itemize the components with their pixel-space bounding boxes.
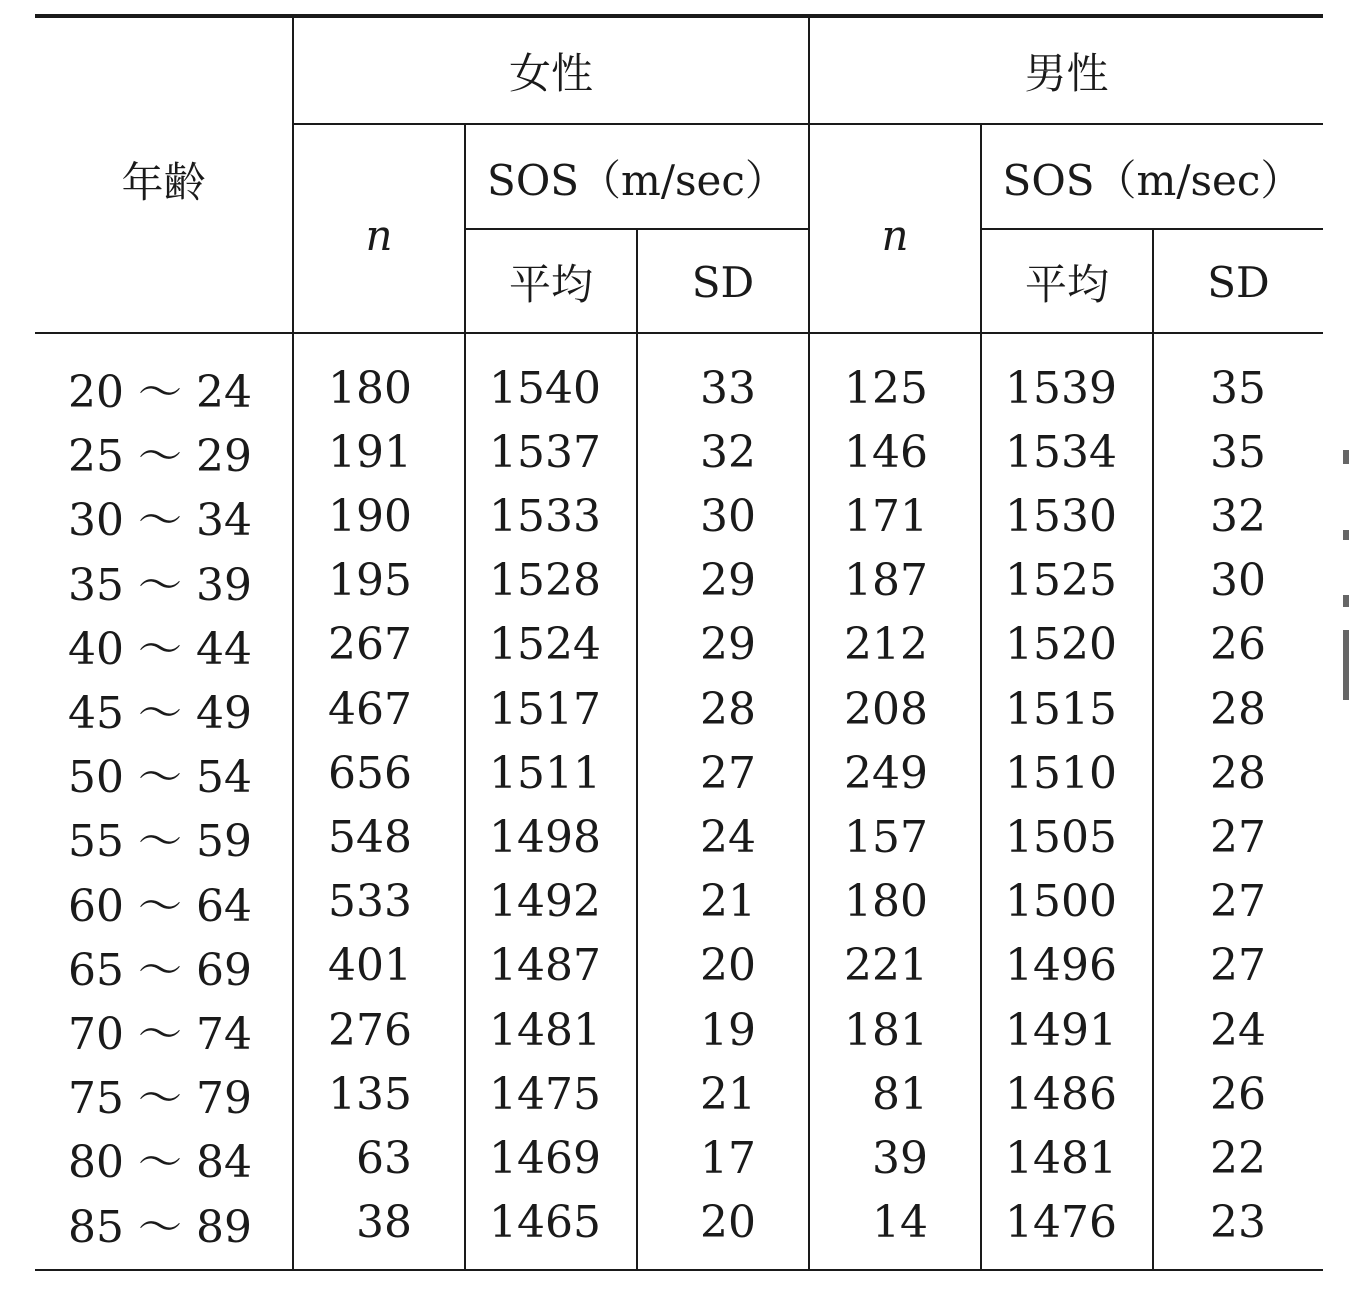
female-n-cell: 276 xyxy=(328,1004,412,1056)
male-n-cell: 212 xyxy=(844,619,928,671)
age-cell: 30 〜 34 xyxy=(68,495,252,547)
margin-mark xyxy=(1343,450,1349,464)
male-n-cell: 146 xyxy=(844,426,928,478)
male-mean-cell: 1476 xyxy=(1005,1197,1117,1249)
male-n-cell: 221 xyxy=(844,940,928,992)
male-mean-cell: 1491 xyxy=(1005,1004,1117,1056)
age-cell: 65 〜 69 xyxy=(68,944,252,996)
header-female-sd: SD xyxy=(691,257,755,307)
male-n-cell: 187 xyxy=(844,555,928,607)
male-sd-cell: 26 xyxy=(1210,1068,1266,1120)
male-n-cell: 171 xyxy=(844,490,928,542)
male-sd-cell: 26 xyxy=(1210,619,1266,671)
age-cell: 55 〜 59 xyxy=(68,816,252,868)
female-n-cell: 191 xyxy=(328,426,412,478)
female-n-cell: 135 xyxy=(328,1068,412,1120)
age-cell: 70 〜 74 xyxy=(68,1009,252,1060)
female-sd-cell: 33 xyxy=(700,362,756,414)
male-mean-cell: 1481 xyxy=(1005,1132,1117,1184)
female-mean-cell: 1487 xyxy=(489,940,601,992)
female-sd-cell: 24 xyxy=(700,811,756,863)
female-mean-cell: 1511 xyxy=(489,747,601,799)
female-sd-cell: 30 xyxy=(700,490,756,542)
male-mean-cell: 1500 xyxy=(1005,876,1117,928)
female-mean-cell: 1475 xyxy=(489,1068,601,1120)
female-mean-cell: 1465 xyxy=(489,1197,601,1249)
male-n-cell: 157 xyxy=(844,811,928,863)
female-n-cell: 656 xyxy=(328,747,412,799)
female-sd-cell: 29 xyxy=(700,555,756,607)
female-n-cell: 180 xyxy=(328,362,412,414)
male-mean-cell: 1515 xyxy=(1005,683,1117,735)
male-mean-cell: 1525 xyxy=(1005,555,1117,607)
female-n-cell: 467 xyxy=(328,683,412,735)
male-sd-cell: 28 xyxy=(1210,747,1266,799)
margin-mark xyxy=(1343,530,1349,540)
male-n-cell: 180 xyxy=(844,876,928,928)
male-mean-cell: 1530 xyxy=(1005,490,1117,542)
female-mean-cell: 1524 xyxy=(489,619,601,671)
female-n-cell: 267 xyxy=(328,619,412,671)
female-n-cell: 195 xyxy=(328,555,412,607)
male-mean-cell: 1520 xyxy=(1005,619,1117,671)
female-sd-cell: 20 xyxy=(700,1197,756,1249)
male-mean-cell: 1496 xyxy=(1005,940,1117,992)
male-sd-cell: 24 xyxy=(1210,1004,1266,1056)
female-mean-cell: 1517 xyxy=(489,683,601,735)
age-cell: 45 〜 49 xyxy=(68,688,252,739)
margin-mark xyxy=(1343,630,1349,700)
header-male-sd: SD xyxy=(1207,257,1270,307)
male-sd-cell: 35 xyxy=(1210,362,1266,414)
age-cell: 80 〜 84 xyxy=(68,1137,252,1189)
female-sd-cell: 21 xyxy=(700,1068,756,1120)
female-sd-cell: 32 xyxy=(700,426,756,478)
age-cell: 50 〜 54 xyxy=(68,752,252,804)
header-male-n: n xyxy=(881,210,909,260)
female-n-cell: 63 xyxy=(356,1132,412,1184)
age-cell: 75 〜 79 xyxy=(68,1073,252,1125)
bottom-rule xyxy=(35,1269,1323,1271)
female-mean-cell: 1481 xyxy=(489,1004,601,1056)
female-sd-cell: 20 xyxy=(700,940,756,992)
male-sd-cell: 22 xyxy=(1210,1132,1266,1184)
male-mean-cell: 1505 xyxy=(1005,811,1117,863)
female-n-cell: 401 xyxy=(328,940,412,992)
margin-mark xyxy=(1343,595,1349,607)
header-female-mean: 平均 xyxy=(508,260,593,309)
header-age: 年齢 xyxy=(121,158,206,207)
female-n-cell: 533 xyxy=(328,876,412,928)
age-cell: 35 〜 39 xyxy=(68,559,252,611)
male-n-cell: 208 xyxy=(844,683,928,735)
female-sd-cell: 17 xyxy=(700,1132,756,1184)
male-sd-cell: 23 xyxy=(1210,1197,1266,1249)
header-female: 女性 xyxy=(508,49,593,98)
female-sd-cell: 21 xyxy=(700,876,756,928)
male-mean-cell: 1510 xyxy=(1005,747,1117,799)
top-rule xyxy=(35,14,1323,18)
age-cell: 20 〜 24 xyxy=(68,367,252,418)
female-mean-cell: 1540 xyxy=(489,362,601,414)
female-mean-cell: 1528 xyxy=(489,555,601,607)
male-n-cell: 39 xyxy=(872,1132,928,1184)
male-n-cell: 181 xyxy=(844,1004,928,1056)
age-cell: 85 〜 89 xyxy=(68,1201,252,1253)
female-mean-cell: 1469 xyxy=(489,1132,601,1184)
male-sd-cell: 35 xyxy=(1210,426,1266,478)
male-sd-cell: 27 xyxy=(1210,811,1266,863)
female-sd-cell: 19 xyxy=(700,1004,756,1056)
header-male-mean: 平均 xyxy=(1024,260,1109,309)
male-n-cell: 125 xyxy=(844,362,928,414)
female-mean-cell: 1498 xyxy=(489,811,601,863)
female-sd-cell: 29 xyxy=(700,619,756,671)
female-mean-cell: 1533 xyxy=(489,490,601,542)
female-sd-cell: 27 xyxy=(700,747,756,799)
female-n-cell: 548 xyxy=(328,811,412,863)
age-cell: 25 〜 29 xyxy=(68,431,252,483)
male-sd-cell: 28 xyxy=(1210,683,1266,735)
male-sd-cell: 32 xyxy=(1210,490,1266,542)
male-sd-cell: 27 xyxy=(1210,940,1266,992)
male-n-cell: 249 xyxy=(844,747,928,799)
male-n-cell: 14 xyxy=(872,1197,928,1249)
female-mean-cell: 1537 xyxy=(489,426,601,478)
male-mean-cell: 1534 xyxy=(1005,426,1117,478)
header-male-sos: SOS（m/sec） xyxy=(1002,156,1303,205)
male-mean-cell: 1539 xyxy=(1005,362,1117,414)
female-n-cell: 190 xyxy=(328,490,412,542)
male-sd-cell: 27 xyxy=(1210,876,1266,928)
header-female-n: n xyxy=(365,210,393,260)
female-sd-cell: 28 xyxy=(700,683,756,735)
age-cell: 40 〜 44 xyxy=(68,623,252,675)
header-bottom-rule xyxy=(35,332,1323,334)
male-mean-cell: 1486 xyxy=(1005,1068,1117,1120)
header-male: 男性 xyxy=(1024,49,1109,98)
female-n-cell: 38 xyxy=(356,1197,412,1249)
male-n-cell: 81 xyxy=(872,1068,928,1120)
female-mean-cell: 1492 xyxy=(489,876,601,928)
male-sd-cell: 30 xyxy=(1210,555,1266,607)
age-cell: 60 〜 64 xyxy=(68,880,252,932)
header-female-sos: SOS（m/sec） xyxy=(487,156,787,205)
